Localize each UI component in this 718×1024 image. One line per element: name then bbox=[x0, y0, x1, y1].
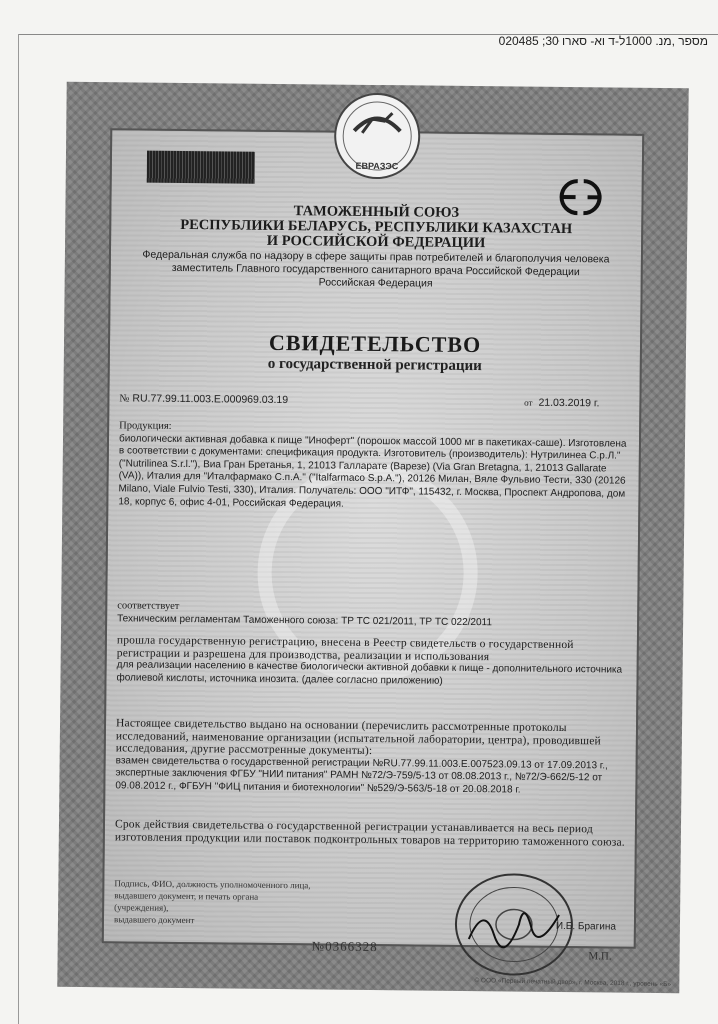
signature-icon bbox=[464, 894, 565, 955]
union-title bbox=[151, 203, 601, 253]
stamp-place-label: М.П. bbox=[588, 950, 612, 963]
signer-caption-line: выдавшего документ, и печать органа (учреждения), bbox=[114, 890, 259, 913]
registration-status-section bbox=[116, 634, 628, 690]
document-title: СВИДЕТЕЛЬСТВО bbox=[268, 329, 482, 358]
registration-date-group bbox=[524, 397, 599, 410]
left-border-line bbox=[18, 34, 19, 1024]
product-text: биологически активная добавка к пище "Иноферт" (порошок массой 1000 мг в пакетиках-саше). Изготовлена в соответствии с документами: спецификация продукта. Изготовитель (производитель): Нутрилинеа С.р.Л." ("Nutrilinea S.r.l."), Виа Гран Бретанья, 1, 21013 Галларате (Варезе) (Via Gran Bretagna, 1, 21013 Gallarate (VA)), Италия для "Италфармако С.п.А." ("Italfarmaco S.p.A."), 20126 Милан, Вяле Фульвио Тести, 330 (20126 Milano, Viale Fulvio Testi, 330), Италия. Получатель: ООО "ИТФ", 115432, г. Москва, Проспект Андропова, дом 18, корпус 6, офис 4-01, Российская Федерация. bbox=[118, 432, 627, 510]
emblem-label: ЕВРАЗЭС bbox=[355, 160, 399, 172]
signer-caption bbox=[114, 877, 314, 927]
top-barcode bbox=[147, 151, 255, 184]
issuing-agency bbox=[121, 248, 631, 292]
usage-text: для реализации населению в качестве биологически активной добавки к пище - дополнительного источника фолиевой кислоты, источника инозита. (далее согласно приложению) bbox=[116, 659, 623, 687]
validity-text: Срок действия свидетельства о государственной регистрации устанавливается на весь период изготовления продукции или поставок подконтрольных товаров на территорию таможенного союза. bbox=[114, 818, 625, 849]
conformity-text: Техническим регламентам Таможенного союза: ТР ТС 021/2011, ТР ТС 022/2011 bbox=[117, 612, 493, 628]
registration-date: 21.03.2019 г. bbox=[538, 396, 600, 410]
agency-line: Федеральная служба по надзору в сфере защиты прав потребителей и благополучия человека bbox=[142, 248, 610, 266]
union-title-line: ТАМОЖЕННЫЙ СОЮЗ bbox=[293, 203, 460, 221]
certificate-body bbox=[102, 128, 645, 963]
conformity-label: соответствует bbox=[117, 600, 180, 612]
signer-name: И.Б. Брагина bbox=[555, 920, 616, 933]
date-label: от bbox=[524, 397, 533, 408]
product-label: Продукция: bbox=[119, 420, 172, 432]
certificate-frame bbox=[57, 82, 688, 993]
agency-line: заместитель Главного государственного санитарного врача Российской Федерации bbox=[171, 261, 580, 279]
basis-section bbox=[115, 717, 628, 798]
document-subtitle: о государственной регистрации bbox=[267, 355, 482, 375]
product-section bbox=[118, 420, 631, 514]
registration-number-row bbox=[119, 392, 629, 409]
number-label: № bbox=[119, 393, 130, 405]
conformity-section bbox=[117, 600, 629, 631]
union-title-line: РЕСПУБЛИКИ БЕЛАРУСЬ, РЕСПУБЛИКИ КАЗАХСТАН bbox=[180, 216, 573, 238]
signer-caption-line: Подпись, ФИО, должность уполномоченного лица, bbox=[114, 878, 311, 891]
header-note: 020485 ;מספר ,מנ. 1000ל-ד וא- סארו ּ30 bbox=[498, 34, 708, 48]
basis-details: взамен свидетельства о государственной регистрации №RU.77.99.11.003.E.007523.09.13 от 17.09.2013 г., экспертные заключения ФГБУ "НИИ питания" РАМН №72/Э-759/5-13 от 08.08.2013 г., №72/Э-662/5-12 от 09.08.2012 г., ФГБУН "ФИЦ питания и биотехнологии" №529/Э-563/5-18 от 20.08.2018 г. bbox=[115, 754, 608, 796]
registration-status-text: прошла государственную регистрацию, внесена в Реестр свидетельств о государственной регистрации и разрешена для производства, реализации и использования bbox=[116, 634, 574, 663]
registration-number: RU.77.99.11.003.E.000969.03.19 bbox=[132, 392, 289, 407]
agency-line: Российская Федерация bbox=[318, 276, 433, 290]
union-title-line: И РОССИЙСКОЙ ФЕДЕРАЦИИ bbox=[266, 232, 486, 252]
signer-caption-line: выдавшего документ bbox=[113, 914, 195, 926]
form-serial-number: №0366328 bbox=[311, 938, 378, 955]
printer-imprint: © ООО «Первый печатный двор», г. Москва, 2018 г., уровень «Б» bbox=[474, 977, 672, 989]
validity-section bbox=[115, 818, 627, 848]
basis-text: Настоящее свидетельство выдано на основании (перечислить рассмотренные протоколы исследований, наименование организации (испытательной лаборатории, центра), проводившей исследования, другие рассмотренные документы): bbox=[115, 717, 601, 758]
